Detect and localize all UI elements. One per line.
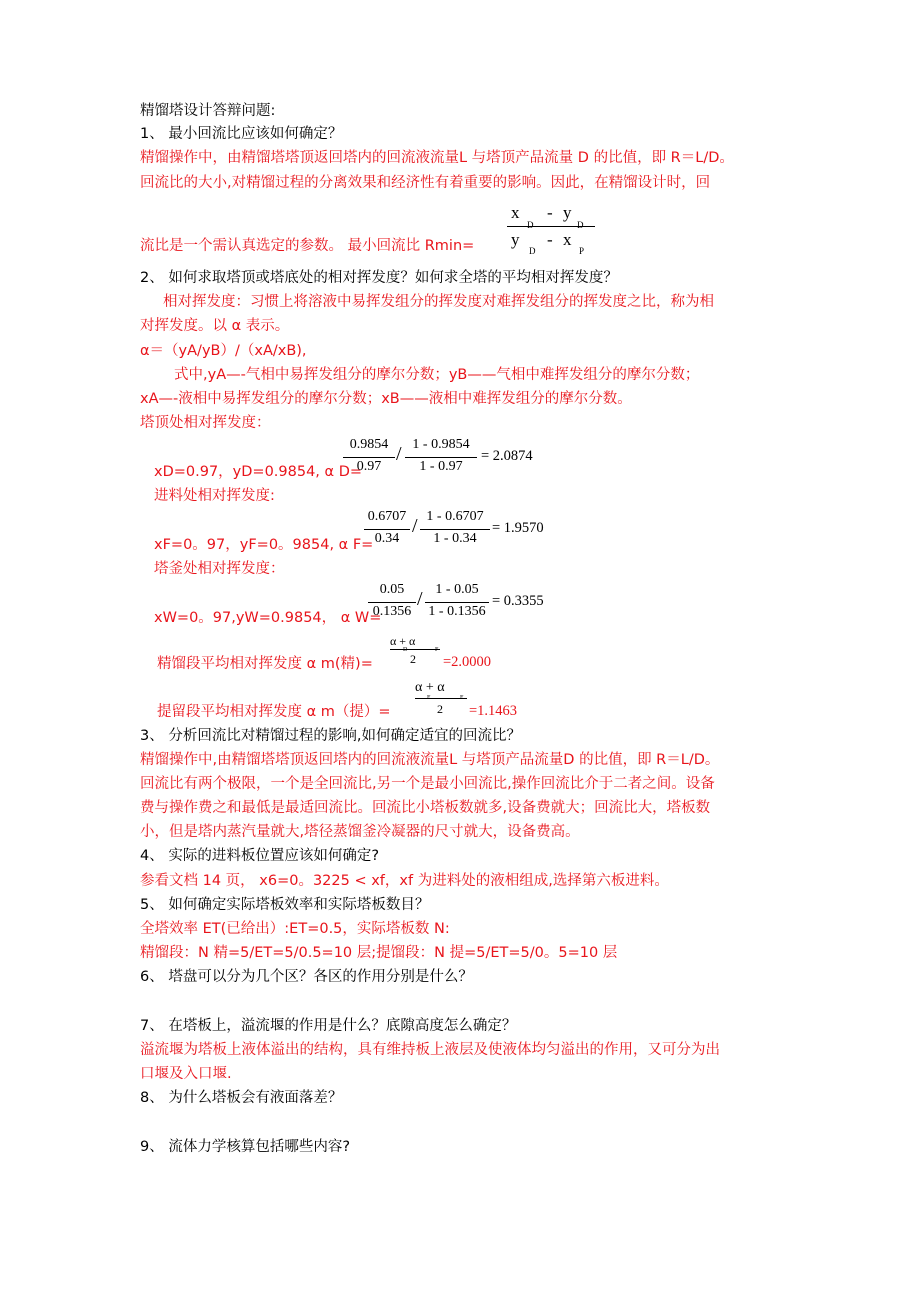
answer-2-line-5: xA—-液相中易挥发组分的摩尔分数；xB——液相中难挥发组分的摩尔分数。 [140, 391, 632, 407]
question-7: 7、 在塔板上，溢流堰的作用是什么？底隙高度怎么确定？ [140, 1018, 517, 1034]
rmin-den-a: y [511, 230, 520, 249]
answer-2-line-1: 相对挥发度：习惯上将溶液中易挥发组分的挥发度对难挥发组分的挥发度之比，称为相 [163, 294, 714, 310]
alpha-w-formula [368, 582, 558, 626]
alpha-d-num2: 1 - 0.9854 [412, 437, 470, 452]
answer-2-line-3: α＝（yA/yB）/（xA/xB), [140, 343, 307, 359]
question-4: 4、 实际的进料板位置应该如何确定? [140, 848, 380, 864]
alpha-m-ti-bar [415, 698, 467, 699]
alpha-d-den1: 0.97 [356, 459, 382, 474]
rmin-num-a: x [511, 203, 520, 222]
alpha-w-bar2 [425, 602, 489, 603]
answer-2-line-4: 式中,yA—-气相中易挥发组分的摩尔分数；yB——气相中难挥发组分的摩尔分数； [174, 367, 700, 383]
alpha-d-slash: / [396, 443, 402, 465]
rmin-formula [505, 200, 600, 262]
alpha-d-bar1 [343, 457, 395, 458]
alpha-w-result: = 0.3355 [492, 593, 544, 609]
answer-5-line-2: 精馏段：N 精=5/ET=5/0.5=10 层;提馏段：N 提=5/ET=5/0。5=10 层 [140, 945, 618, 961]
alpha-m-ti-formula [415, 680, 535, 724]
answer-2-line-11: xW=0。97,yW=0.9854， α W= [154, 610, 382, 626]
alpha-d-bar2 [405, 457, 477, 458]
alpha-f-bar1 [364, 529, 410, 530]
answer-2-line-6: 塔顶处相对挥发度： [140, 415, 271, 431]
question-2: 2、 如何求取塔顶或塔底处的相对挥发度？如何求全塔的平均相对挥发度？ [140, 270, 618, 286]
alpha-d-result: = 2.0874 [481, 448, 533, 464]
alpha-f-den1: 0.34 [374, 531, 400, 546]
question-8: 8、 为什么塔板会有液面落差？ [140, 1090, 343, 1106]
alpha-m-jing-sub2: F [435, 647, 439, 653]
alpha-m-jing-sub1: D [403, 647, 408, 653]
answer-2-line-12: 精馏段平均相对挥发度 α m(精)= [157, 656, 373, 672]
alpha-m-ti-sub2: F [460, 695, 464, 701]
answer-3-line-2: 回流比有两个极限，一个是全回流比,另一个是最小回流比,操作回流比介于二者之间。设备 [140, 776, 715, 792]
alpha-f-slash: / [412, 515, 418, 537]
alpha-d-den2: 1 - 0.97 [419, 459, 463, 474]
answer-3-line-3: 费与操作费之和最低是最适回流比。回流比小塔板数就多,设备费就大；回流比大，塔板数 [140, 800, 711, 816]
rmin-num-sub-b: D [577, 220, 584, 230]
alpha-f-num1: 0.6707 [367, 509, 407, 524]
answer-4-line-1: 参看文档 14 页， x6=0。3225 < xf，xf 为进料处的液相组成,选择第六板进料。 [140, 873, 669, 889]
answer-1-line-1: 精馏操作中，由精馏塔塔顶返回塔内的回流液流量L 与塔顶产品流量 D 的比值，即 R＝L/D。 [140, 150, 734, 166]
alpha-d-formula [343, 437, 543, 481]
answer-2-line-7: xD=0.97，yD=0.9854, α D= [154, 464, 363, 480]
rmin-fraction-bar [507, 226, 595, 227]
alpha-m-jing-formula [390, 634, 510, 674]
rmin-den-b: x [563, 230, 572, 249]
alpha-m-ti-num: α + α [415, 680, 445, 695]
alpha-m-ti-den: 2 [437, 702, 443, 716]
answer-2-line-10: 塔釜处相对挥发度： [154, 561, 285, 577]
answer-7-line-2: 口堰及入口堰. [140, 1066, 232, 1082]
alpha-f-bar2 [420, 529, 490, 530]
answer-3-line-4: 小，但是塔内蒸汽量就大,塔径蒸馏釜冷凝器的尺寸就大，设备费高。 [140, 824, 580, 840]
alpha-m-jing-den: 2 [410, 652, 416, 666]
rmin-den-sub-b: P [579, 246, 585, 256]
question-1: 1、 最小回流比应该如何确定？ [140, 126, 343, 142]
alpha-w-num2: 1 - 0.05 [435, 582, 479, 597]
alpha-f-num2: 1 - 0.6707 [426, 509, 484, 524]
rmin-den-op: - [547, 230, 553, 249]
rmin-num-b: y [563, 203, 572, 222]
alpha-w-den2: 1 - 0.1356 [428, 604, 486, 619]
alpha-m-ti-sub1: F [427, 695, 431, 701]
rmin-num-op: - [547, 203, 553, 222]
answer-1-line-2: 回流比的大小,对精馏过程的分离效果和经济性有着重要的影响。因此，在精馏设计时，回 [140, 175, 711, 191]
answer-2-line-9: xF=0。97，yF=0。9854, α F= [154, 537, 374, 553]
document-title: 精馏塔设计答辩问题: [140, 103, 276, 119]
question-6: 6、 塔盘可以分为几个区？各区的作用分别是什么？ [140, 969, 473, 985]
answer-2-line-2: 对挥发度。以 α 表示。 [140, 318, 290, 334]
question-3: 3、 分析回流比对精馏过程的影响,如何确定适宜的回流比？ [140, 728, 521, 744]
alpha-m-jing-num: α + α [390, 634, 416, 648]
rmin-num-sub-a: D [527, 220, 534, 230]
alpha-f-result: = 1.9570 [492, 520, 544, 536]
answer-1-line-3: 流比是一个需认真选定的参数。 最小回流比 Rmin= [140, 238, 475, 254]
answer-7-line-1: 溢流堰为塔板上液体溢出的结构，具有维持板上液层及使液体均匀溢出的作用，又可分为出 [140, 1042, 720, 1058]
alpha-m-jing-bar [390, 649, 440, 650]
alpha-m-jing-result: =2.0000 [443, 654, 492, 670]
rmin-den-sub-a: D [529, 246, 536, 256]
alpha-w-slash: / [417, 588, 423, 610]
alpha-w-den1: 0.1356 [372, 604, 412, 619]
alpha-w-num1: 0.05 [379, 582, 405, 597]
answer-5-line-1: 全塔效率 ET(已给出）:ET=0.5，实际塔板数 N: [140, 921, 450, 937]
answer-2-line-13: 提留段平均相对挥发度 α m（提）= [157, 704, 391, 720]
alpha-w-bar1 [368, 602, 416, 603]
alpha-d-num1: 0.9854 [349, 437, 389, 452]
question-5: 5、 如何确定实际塔板效率和实际塔板数目？ [140, 897, 430, 913]
answer-3-line-1: 精馏操作中,由精馏塔塔顶返回塔内的回流液流量L 与塔顶产品流量D 的比值，即 R＝L/D。 [140, 752, 720, 768]
answer-2-line-8: 进料处相对挥发度: [154, 488, 275, 504]
alpha-m-ti-result: =1.1463 [469, 703, 518, 719]
question-9: 9、 流体力学核算包括哪些内容? [140, 1139, 351, 1155]
alpha-f-formula [364, 509, 554, 553]
alpha-f-den2: 1 - 0.34 [433, 531, 477, 546]
